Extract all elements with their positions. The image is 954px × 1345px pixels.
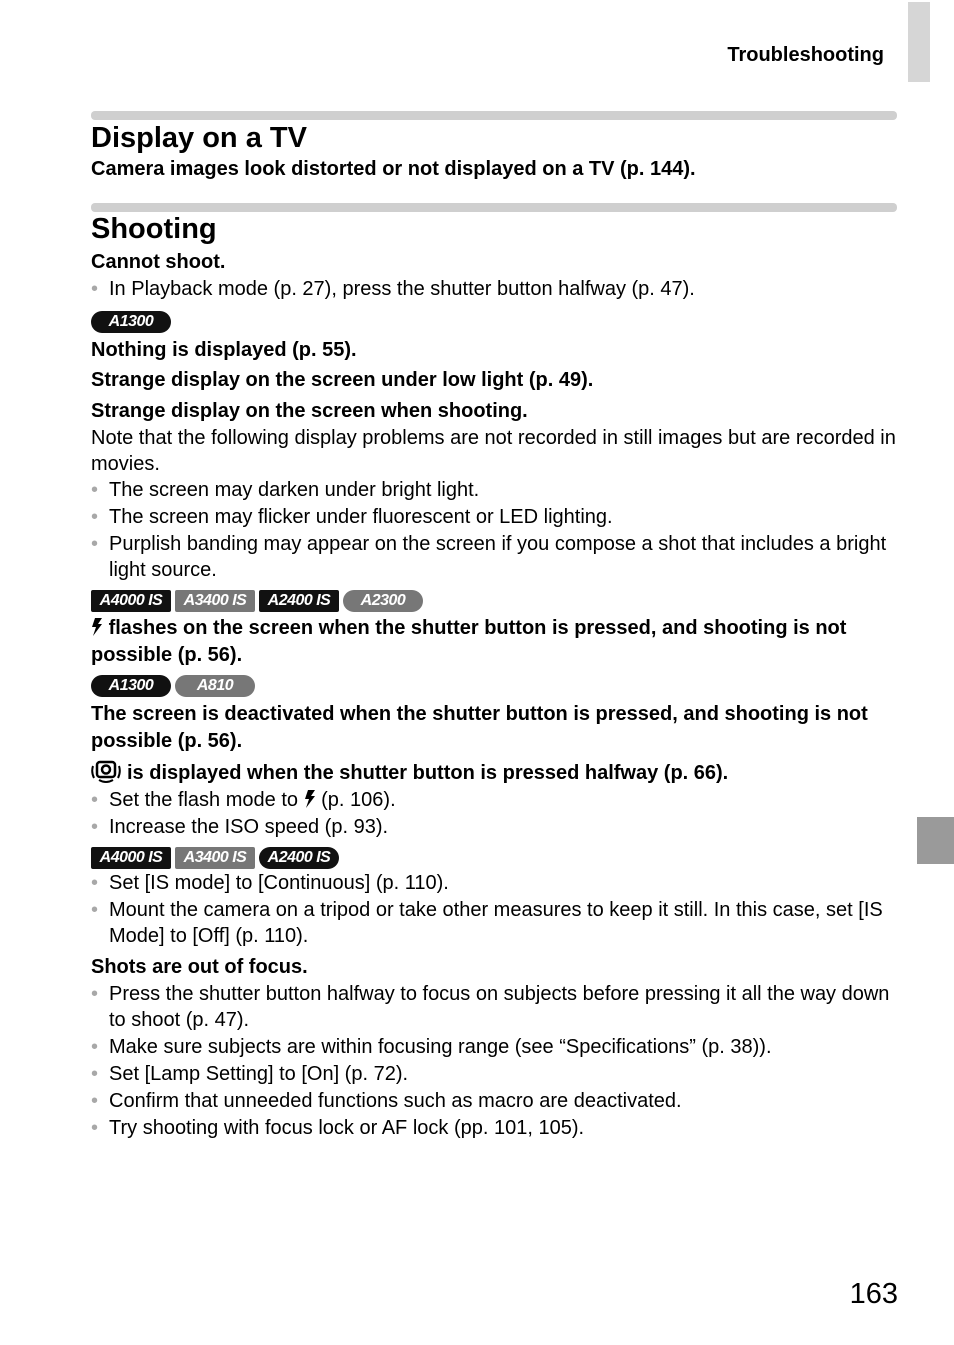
list-item: • Purplish banding may appear on the screen if you compose a shot that includes a bright light source. (91, 531, 897, 583)
running-header: Troubleshooting (727, 44, 884, 66)
chapter-tab-side (917, 817, 954, 864)
list-item: • The screen may flicker under fluorescent or LED lighting. (91, 504, 897, 530)
chapter-tab-top (908, 2, 930, 82)
question-shake-text: is displayed when the shutter button is pressed halfway (p. 66). (127, 762, 729, 784)
camera-shake-icon (91, 758, 121, 784)
model-badge: A4000 IS (91, 590, 171, 612)
model-badge: A2400 IS (259, 590, 339, 612)
flash-bolt-icon (91, 618, 103, 636)
list-item-text: Set the flash mode to (109, 789, 299, 811)
list-item: • Press the shutter button halfway to focus on subjects before pressing it all the way down to shoot (p. 47). (91, 981, 897, 1033)
model-badge: A1300 (91, 675, 171, 697)
model-badges (91, 675, 897, 698)
list-item: • In Playback mode (p. 27), press the shutter button halfway (p. 47). (91, 276, 897, 302)
list-item: • Set [IS mode] to [Continuous] (p. 110). (91, 870, 897, 896)
question-low-light: Strange display on the screen under low light (p. 49). (91, 369, 594, 391)
question-cannot-shoot: Cannot shoot. (91, 251, 226, 273)
list-item: • Confirm that unneeded functions such as macro are deactivated. (91, 1088, 897, 1114)
model-badge: A3400 IS (175, 847, 255, 869)
model-badges (91, 590, 897, 613)
list-item: • Make sure subjects are within focusing range (see “Specifications” (p. 38)). (91, 1034, 897, 1060)
list-item: • Try shooting with focus lock or AF lock (pp. 101, 105). (91, 1115, 897, 1141)
bullet-list (91, 981, 897, 1141)
flash-bolt-icon (304, 790, 316, 808)
bullet-list (91, 477, 897, 583)
section-title-shooting: Shooting (91, 213, 217, 245)
model-badges (91, 847, 897, 870)
list-item: • Set [Lamp Setting] to [On] (p. 72). (91, 1061, 897, 1087)
model-badge: A3400 IS (175, 590, 255, 612)
model-badge: A2400 IS (259, 847, 339, 869)
section-divider (91, 111, 897, 120)
bullet-list (91, 870, 897, 949)
section-divider (91, 203, 897, 212)
model-badge: A1300 (91, 311, 171, 333)
question-flash (91, 615, 897, 669)
model-badge: A810 (175, 675, 255, 697)
question-tv-distorted: Camera images look distorted or not displayed on a TV (p. 144). (91, 158, 696, 180)
list-item: • Increase the ISO speed (p. 93). (91, 814, 897, 840)
model-badge: A4000 IS (91, 847, 171, 869)
question-flash-text: flashes on the screen when the shutter button is pressed, and shooting is not possible (p. 56). (91, 617, 847, 666)
question-strange-shooting: Strange display on the screen when shooting. (91, 400, 528, 422)
question-out-of-focus: Shots are out of focus. (91, 956, 308, 978)
note-text: Note that the following display problems are not recorded in still images but are recorded in movies. (91, 427, 896, 475)
bullet-list (91, 787, 897, 840)
bullet-list (91, 276, 897, 302)
question-nothing-displayed: Nothing is displayed (p. 55). (91, 339, 357, 361)
model-badges (91, 311, 897, 334)
question-shake (91, 758, 897, 787)
list-item: • The screen may darken under bright light. (91, 477, 897, 503)
list-item: • Mount the camera on a tripod or take other measures to keep it still. In this case, set [IS Mode] to [Off] (p. 110). (91, 897, 897, 949)
section-title-tv: Display on a TV (91, 122, 307, 154)
page-content (91, 0, 897, 1142)
question-deactivated: The screen is deactivated when the shutter button is pressed, and shooting is not possible (p. 56). (91, 703, 868, 752)
list-item-text: (p. 106). (321, 789, 396, 811)
list-item (91, 787, 897, 813)
model-badge: A2300 (343, 590, 423, 612)
page-number: 163 (849, 1278, 898, 1310)
